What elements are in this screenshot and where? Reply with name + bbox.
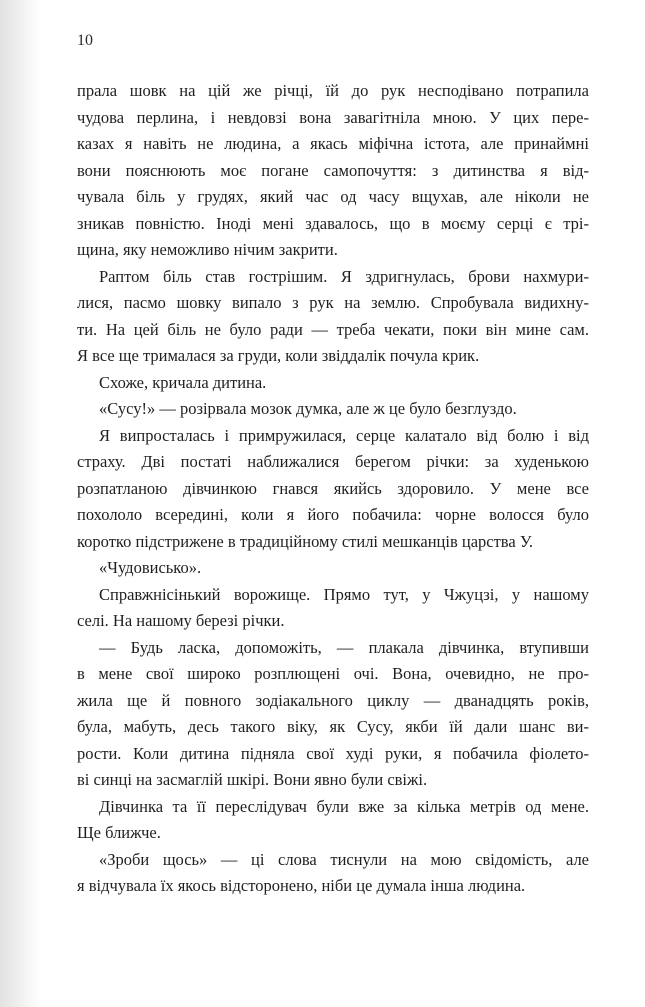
text-line: рости. Коли дитина підняла свої худі руки, я побачила фіолето-: [77, 743, 589, 763]
text-line: Я випросталась і примружилася, серце калатало від болю і від: [99, 425, 589, 445]
text-line: ти. На цей біль не було ради — треба чекати, поки він мине сам.: [77, 319, 589, 339]
text-line: щина, яку неможливо нічим закрити.: [77, 240, 338, 259]
paragraph: [77, 78, 589, 264]
text-line: чудова перлина, і невдовзі вона завагітніла мною. У цих пере-: [77, 107, 589, 127]
paragraph: [77, 370, 589, 397]
paragraph: [77, 847, 589, 900]
text-line: «Зроби щось» — ці слова тиснули на мою свідомість, але: [99, 849, 589, 869]
text-line: лися, пасмо шовку випало з рук на землю. Спробувала видихну-: [77, 293, 589, 312]
paragraph: [77, 423, 589, 556]
text-line: казах я навіть не людина, а якась міфічна істота, але принаймні: [77, 134, 589, 153]
paragraph: [77, 635, 589, 794]
paragraph: [77, 264, 589, 370]
text-line: Справжнісінький ворожище. Прямо тут, у Чжуцзі, у нашому: [99, 584, 589, 604]
text-line: селі. На нашому березі річки.: [77, 611, 285, 630]
text-line: була, мабуть, десь такого віку, як Сусу, якби їй дали шанс ви-: [77, 717, 589, 736]
text-line: зникав повністю. Іноді мені здавалось, що в моєму серці є трі-: [77, 213, 589, 233]
paragraph: [77, 555, 589, 582]
text-line: «Чудовисько».: [99, 558, 202, 577]
text-line: я відчувала їх якось відсторонено, ніби це думала інша людина.: [77, 876, 526, 895]
text-line: в мене свої широко розплющені очі. Вона, очевидно, не про-: [77, 664, 589, 683]
page-number: 10: [77, 32, 93, 49]
text-line: «Сусу!» — розірвала мозок думка, але ж це було безглуздо.: [99, 399, 517, 418]
text-line: прала шовк на цій же річці, їй до рук несподівано потрапила: [77, 81, 589, 100]
text-line: похололо всередині, коли я його побачила: чорне волосся було: [77, 505, 589, 524]
text-line: — Будь ласка, допоможіть, — плакала дівчинка, втупивши: [99, 637, 589, 657]
text-line: чувала біль у грудях, який час од часу вщухав, але ніколи не: [77, 187, 589, 206]
text-line: Ще ближче.: [77, 823, 161, 842]
paragraph: [77, 794, 589, 847]
text-line: вони пояснюють моє погане самопочуття: з дитинства я від-: [77, 160, 589, 180]
paragraph: [77, 396, 589, 423]
body-text: [77, 78, 589, 900]
text-line: Раптом біль став гострішим. Я здригнулась, брови нахмури-: [99, 266, 589, 286]
text-line: страху. Дві постаті наближалися берегом річки: за худенькою: [77, 452, 589, 471]
text-line: Дівчинка та її переслідувач були вже за кілька метрів од мене.: [99, 796, 589, 816]
text-line: жила ще й повного зодіакального циклу — дванадцять років,: [77, 690, 589, 710]
text-line: коротко підстрижене в традиційному стилі мешканців царства У.: [77, 531, 533, 551]
text-line: Я все ще трималася за груди, коли звіддалік почула крик.: [77, 346, 480, 365]
text-line: Схоже, кричала дитина.: [99, 372, 267, 392]
text-line: розпатланою дівчинкою гнався якийсь здоровило. У мене все: [77, 478, 589, 498]
paragraph: [77, 582, 589, 635]
text-line: ві синці на засмаглій шкірі. Вони явно були свіжі.: [77, 770, 428, 789]
